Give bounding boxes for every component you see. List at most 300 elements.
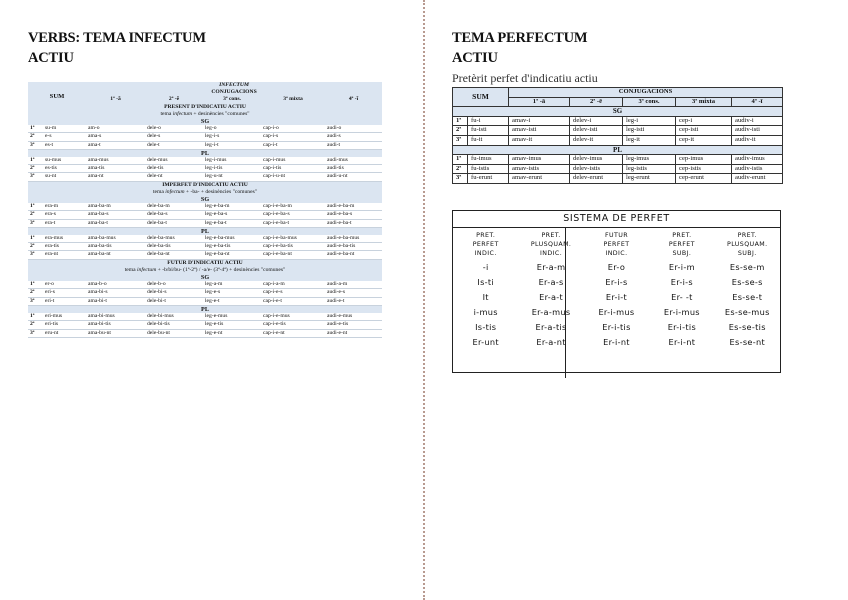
form-cell: dele-ba-t [145,219,203,227]
person-cell: 2ª [28,321,43,329]
form-cell: amav-istis [509,164,570,174]
form-cell: ama-ba-s [86,211,145,219]
sistema-ending: Er-a-nt [536,337,566,347]
sistema-ending: Er-unt [472,337,499,347]
table-row [28,165,382,173]
form-cell: era-tis [43,243,86,251]
sistema-ending: Er-i-s [605,277,628,287]
form-cell: cap-i-e-ba-mus [261,235,325,243]
form-cell: dele-mus [145,157,203,165]
table-row [28,235,382,243]
person-cell: 3ª [453,135,468,145]
sistema-ending: Er-i-nt [603,337,630,347]
form-cell: dele-bi-tis [145,321,203,329]
table-row [28,297,382,305]
infectum-label: INFECTUM [86,82,382,89]
header-line: PLUSQUAM. [727,241,768,248]
form-cell: leg-e-ba-s [203,211,261,219]
form-cell: era-m [43,203,86,211]
person-cell: 2ª [453,126,468,136]
table-row [28,321,382,329]
table-row [453,164,783,174]
header-line: PRET. [737,232,757,239]
form-cell: amav-isti [509,126,570,136]
table-row [28,203,382,211]
sistema-ending: Es-se-mus [724,307,770,317]
sistema-ending: Er- -t [671,292,693,302]
sistema-columns [453,231,780,350]
header-line: INDIC. [605,250,628,257]
section-note [28,111,382,118]
note-pre: tema [124,266,137,273]
form-cell: audi-s [325,133,382,141]
form-cell: dele-bu-nt [145,329,203,337]
form-cell: cap-i-e-t [261,297,325,305]
table-row [28,329,382,337]
form-cell: leg-e-s [203,289,261,297]
form-cell: cap-i-e-tis [261,321,325,329]
form-cell: leg-erunt [623,174,676,184]
pl-label-row [28,227,382,235]
form-cell: cap-i-s [261,133,325,141]
sistema-ending: Es-se-nt [729,337,765,347]
form-cell: su-mus [43,157,86,165]
table-row [28,281,382,289]
form-cell: era-s [43,211,86,219]
person-cell: 1ª [28,281,43,289]
form-cell: audiv-imus [732,155,783,165]
note-post: + -ba- + desinències "comunes" [184,188,258,195]
sistema-ending: Es-se-tis [728,322,766,332]
form-cell: cap-i-mus [261,157,325,165]
sistema-de-perfet-box [452,210,781,373]
form-cell: ama-bi-tis [86,321,145,329]
table-row [28,219,382,227]
rcol-header-2: 2ª -ē [570,97,623,107]
form-cell: cap-i-e-ba-tis [261,243,325,251]
form-cell: dele-ba-s [145,211,203,219]
col-header-3: 3ª cons. [203,96,261,103]
form-cell: leg-e-nt [203,329,261,337]
form-cell: ama-ba-tis [86,243,145,251]
form-cell: delev-i [570,116,623,126]
form-cell: audi-a-m [325,281,382,289]
sistema-ending: i-mus [473,307,498,317]
sistema-ending: -i [482,262,489,272]
header-line: SUBJ. [737,250,757,257]
form-cell: leg-imus [623,155,676,165]
sistema-ending: Es-se-t [732,292,763,302]
form-cell: cap-i-e-s [261,289,325,297]
sistema-column [453,231,518,350]
person-cell: 1ª [28,125,43,133]
form-cell: leg-i [623,116,676,126]
form-cell: audi-e-ba-nt [325,251,382,259]
form-cell: audi-u-nt [325,173,382,181]
header-line: INDIC. [540,250,563,257]
table-row [28,157,382,165]
note-pre: tema [152,188,166,195]
form-cell: cap-i-o [261,125,325,133]
form-cell: leg-e-mus [203,313,261,321]
form-cell: leg-isti [623,126,676,136]
table-row [453,155,783,165]
form-cell: dele-ba-tis [145,243,203,251]
conjugacions-header: CONJUGACIONS [86,89,382,96]
perfet-caption: Pretèrit perfet d'indicatiu actiu [452,71,598,85]
form-cell: amav-it [509,135,570,145]
form-cell: audi-e-ba-mus [325,235,382,243]
sistema-ending: Er-i-mus [598,307,635,317]
form-cell: ama-b-o [86,281,145,289]
form-cell: cap-i-e-ba-t [261,219,325,227]
form-cell: audi-t [325,141,382,149]
table-row [28,243,382,251]
col-header-4: 3ª mixta [261,96,325,103]
form-cell: leg-i-s [203,133,261,141]
sistema-column [715,231,780,350]
form-cell: audiv-istis [732,164,783,174]
sistema-ending: Er-i-t [605,292,628,302]
sistema-ending: Er-a-t [539,292,564,302]
sistema-ending: Er-a-m [536,262,566,272]
person-cell: 3ª [28,219,43,227]
form-cell: audi-e-ba-t [325,219,382,227]
sistema-ending: Er-a-tis [535,322,567,332]
form-cell: ama-bu-nt [86,329,145,337]
section-note-row [28,267,382,274]
form-cell: audi-o [325,125,382,133]
form-cell: leg-e-ba-mus [203,235,261,243]
form-cell: audi-e-ba-m [325,203,382,211]
table-row [453,126,783,136]
form-cell: cap-i-t [261,141,325,149]
sistema-ending: Er-i-nt [668,337,696,347]
sistema-column-header [715,231,780,260]
form-cell: cep-erunt [676,174,732,184]
section-title-row [28,104,382,111]
form-cell: audi-tis [325,165,382,173]
sistema-ending: Is-ti [477,277,494,287]
form-cell: eri-tis [43,321,86,329]
left-title: VERBS: TEMA INFECTUM [28,30,206,46]
form-cell: leg-e-tis [203,321,261,329]
table-row [28,141,382,149]
form-cell: cap-i-e-ba-m [261,203,325,211]
sistema-ending: Er-i-s [670,277,693,287]
sistema-column [649,231,714,350]
left-subtitle: ACTIU [28,50,74,66]
form-cell: leg-e-ba-tis [203,243,261,251]
right-title: TEMA PERFECTUM [452,30,588,46]
form-cell: leg-e-t [203,297,261,305]
table-row [28,289,382,297]
col-header-5: 4ª -ī [325,96,382,103]
form-cell: cap-i-a-m [261,281,325,289]
form-cell: su-nt [43,173,86,181]
header-line: SUBJ. [672,250,692,257]
form-cell: delev-istis [570,164,623,174]
form-cell: audiv-erunt [732,174,783,184]
table-row [28,173,382,181]
section-title: FUTUR D'INDICATIU ACTIU [28,259,382,267]
table-row [28,125,382,133]
section-note [28,189,382,196]
person-cell: 1ª [28,157,43,165]
sistema-column-header [518,231,583,260]
form-cell: e-s [43,133,86,141]
sistema-ending: Er-i-mus [663,307,700,317]
form-cell: ama-ba-nt [86,251,145,259]
form-cell: dele-ba-mus [145,235,203,243]
form-cell: cap-i-e-mus [261,313,325,321]
form-cell: cap-i-tis [261,165,325,173]
rcol-header-4: 3ª mixta [676,97,732,107]
form-cell: cep-i [676,116,732,126]
header-line: PRET. [476,232,496,239]
sistema-ending: Er-a-mus [531,307,571,317]
form-cell: fu-imus [468,155,509,165]
form-cell: audi-mus [325,157,382,165]
form-cell: ama-ba-t [86,219,145,227]
pl-label: PL [28,227,382,235]
section-title: PRESENT D'INDICATIU ACTIU [28,104,382,111]
form-cell: leg-i-t [203,141,261,149]
sistema-ending: Er-i-m [668,262,695,272]
form-cell: eri-s [43,289,86,297]
form-cell: audiv-isti [732,126,783,136]
pl-label-row [28,305,382,313]
rcol-header-5: 4ª -ī [732,97,783,107]
section-note-row [28,189,382,196]
form-cell: fu-i [468,116,509,126]
person-cell: 2ª [28,165,43,173]
form-cell: era-nt [43,251,86,259]
form-cell: era-t [43,219,86,227]
table-row [453,116,783,126]
sistema-column-header [584,231,649,260]
form-cell: ama-bi-s [86,289,145,297]
form-cell: delev-erunt [570,174,623,184]
header-line: PERFET [472,241,499,248]
col-header-1: 1ª -ā [86,96,145,103]
sistema-column-header [649,231,714,260]
form-cell: es-t [43,141,86,149]
form-cell: audiv-it [732,135,783,145]
rcol-header-1: 1ª -ā [509,97,570,107]
sg-label-row [28,274,382,281]
table-row [28,313,382,321]
sg-label-row [28,196,382,203]
form-cell: audi-e-nt [325,329,382,337]
note-em: infectum [172,110,192,117]
form-cell: audi-e-tis [325,321,382,329]
sistema-column [518,231,583,350]
form-cell: audi-e-ba-s [325,211,382,219]
conjugacions-header-right: CONJUGACIONS [509,88,783,98]
form-cell: ama-s [86,133,145,141]
form-cell: dele-bi-t [145,297,203,305]
sistema-ending: It [482,292,489,302]
section-title: IMPERFET D'INDICATIU ACTIU [28,181,382,189]
form-cell: fu-erunt [468,174,509,184]
form-cell: cep-it [676,135,732,145]
form-cell: dele-tis [145,165,203,173]
person-cell: 1ª [28,203,43,211]
section-title-row [28,181,382,189]
form-cell: dele-s [145,133,203,141]
person-cell: 2ª [28,211,43,219]
person-cell: 2ª [28,289,43,297]
form-cell: ama-ba-mus [86,235,145,243]
form-cell: leg-o [203,125,261,133]
form-cell: er-o [43,281,86,289]
note-post: + desinències "comunes" [191,110,250,117]
person-cell: 3ª [28,251,43,259]
sg-label: SG [28,118,382,125]
person-cell: 1ª [453,155,468,165]
form-cell: cap-i-e-nt [261,329,325,337]
header-line: PERFET [603,241,630,248]
sum-header: SUM [28,89,86,103]
right-subtitle: ACTIU [452,50,498,66]
person-cell: 2ª [28,243,43,251]
table-row [453,174,783,184]
form-cell: am-o [86,125,145,133]
table-row [28,251,382,259]
note-em: infectum [136,266,157,273]
table-row [453,135,783,145]
sg-label: SG [453,107,783,117]
form-cell: fu-isti [468,126,509,136]
form-cell: es-tis [43,165,86,173]
form-cell: leg-e-ba-t [203,219,261,227]
form-cell: dele-bi-s [145,289,203,297]
form-cell: eri-mus [43,313,86,321]
form-cell: eri-t [43,297,86,305]
sistema-ending: Es-se-s [731,277,763,287]
form-cell: delev-isti [570,126,623,136]
form-cell: leg-i-tis [203,165,261,173]
form-cell: cep-isti [676,126,732,136]
rcol-header-3: 3ª cons. [623,97,676,107]
table-row [28,133,382,141]
form-cell: dele-ba-nt [145,251,203,259]
sistema-ending: Is-tis [475,322,497,332]
form-cell: eru-nt [43,329,86,337]
pl-label-row [453,145,783,155]
sistema-ending: Er-i-tis [667,322,697,332]
sistema-ending: Er-i-tis [602,322,631,332]
sistema-rule [453,227,780,228]
perfectum-table [452,87,783,184]
form-cell: delev-it [570,135,623,145]
pl-label: PL [28,149,382,157]
sistema-column [584,231,649,350]
form-cell: leg-a-m [203,281,261,289]
pl-label-row [28,149,382,157]
form-cell: ama-ba-m [86,203,145,211]
form-cell: ama-nt [86,173,145,181]
section-note [28,267,382,274]
sistema-ending: Er-a-s [538,277,564,287]
header-line: PRET. [672,232,692,239]
form-cell: delev-imus [570,155,623,165]
form-cell: ama-mus [86,157,145,165]
form-cell: dele-o [145,125,203,133]
form-cell: dele-b-o [145,281,203,289]
section-title-row [28,259,382,267]
note-post: + -b/bi/bu- (1ª-2ª) / -a/e- (3ª-4ª) + desinències "comunes" [156,266,286,273]
sg-label-row [453,107,783,117]
form-cell: fu-it [468,135,509,145]
form-cell: cep-imus [676,155,732,165]
form-cell: ama-bi-t [86,297,145,305]
pl-label: PL [28,305,382,313]
person-cell: 1ª [28,235,43,243]
form-cell: leg-it [623,135,676,145]
person-cell: 3ª [28,141,43,149]
header-line: PERFET [668,241,695,248]
person-cell: 1ª [453,116,468,126]
form-cell: su-m [43,125,86,133]
sistema-column-header [453,231,518,260]
note-em: infectum [165,188,185,195]
form-cell: ama-tis [86,165,145,173]
form-cell: audi-e-mus [325,313,382,321]
form-cell: dele-ba-m [145,203,203,211]
form-cell: audiv-i [732,116,783,126]
page-divider [423,0,425,600]
section-note-row [28,111,382,118]
form-cell: leg-u-nt [203,173,261,181]
form-cell: cap-i-e-ba-nt [261,251,325,259]
person-cell: 3ª [453,174,468,184]
form-cell: amav-i [509,116,570,126]
sg-label: SG [28,274,382,281]
header-line: FUTUR [604,232,628,239]
infectum-table [28,82,382,338]
form-cell: audi-e-t [325,297,382,305]
person-cell: 1ª [28,313,43,321]
form-cell: ama-bi-mus [86,313,145,321]
form-cell: cap-i-e-ba-s [261,211,325,219]
header-line: PLUSQUAM. [530,241,572,248]
sistema-ending: Es-se-m [729,262,765,272]
form-cell: amav-erunt [509,174,570,184]
form-cell: leg-e-ba-m [203,203,261,211]
sistema-ending: Er-o [607,262,626,272]
form-cell: leg-i-mus [203,157,261,165]
person-cell: 3ª [28,329,43,337]
pl-label: PL [453,145,783,155]
header-line: INDIC. [474,250,497,257]
header-line: PRET. [541,232,561,239]
form-cell: cep-istis [676,164,732,174]
form-cell: audi-e-s [325,289,382,297]
form-cell: fu-istis [468,164,509,174]
form-cell: audi-e-ba-tis [325,243,382,251]
note-pre: tema [160,110,173,117]
person-cell: 2ª [453,164,468,174]
form-cell: cap-i-u-nt [261,173,325,181]
form-cell: ama-t [86,141,145,149]
form-cell: dele-t [145,141,203,149]
table-row [28,211,382,219]
person-cell: 3ª [28,173,43,181]
sistema-title: SISTEMA DE PERFET [563,213,670,224]
form-cell: leg-e-ba-nt [203,251,261,259]
